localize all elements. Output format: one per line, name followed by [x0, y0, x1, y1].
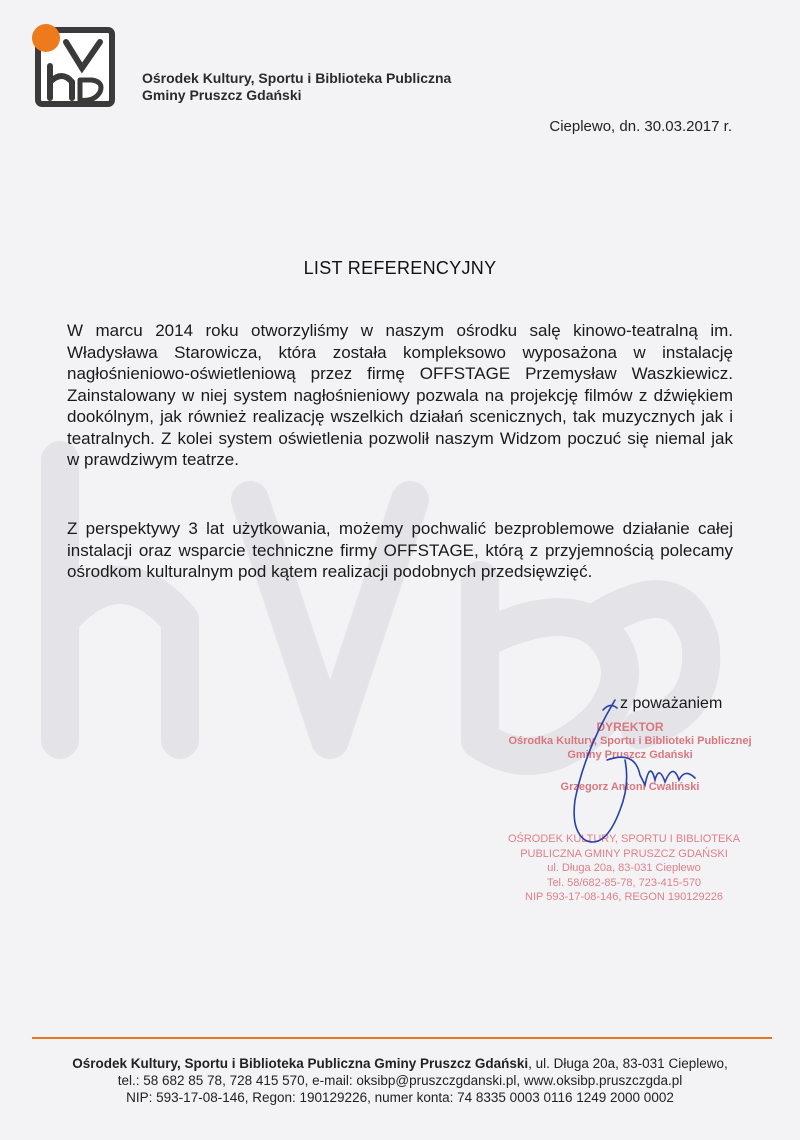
- footer-address: , ul. Długa 20a, 83-031 Cieplewo,: [528, 1056, 728, 1071]
- handwritten-signature: [545, 690, 725, 860]
- organization-logo: [30, 22, 116, 108]
- body-paragraph-1: W marcu 2014 roku otworzyliśmy w naszym ośrodku salę kinowo-teatralną im. Władysława Starowicza, która została kompleksowo wyposażona w instalację nagłośnieniowo-oświetleniową przez firmę OFFSTAGE Przemysław Waszkiewicz. Zainstalowany w niej system nagłośnieniowy pozwala na projekcję filmów z dźwiękiem dookólnym, jak również realizację wszelkich działań scenicznych, tak muzycznych jak i teatralnych. Z kolei system oświetlenia pozwolił naszym Widzom poczuć się niemal jak w prawdziwym teatrze.: [67, 321, 733, 469]
- footer-org-name: Ośrodek Kultury, Sportu i Biblioteka Publiczna Gminy Pruszcz Gdański: [72, 1056, 529, 1071]
- stamp-director-line3: Gminy Pruszcz Gdański: [567, 749, 693, 761]
- stamp-org-line5: NIP 593-17-08-146, REGON 190129226: [525, 891, 723, 903]
- header-organization: [142, 70, 451, 104]
- footer-divider: [32, 1037, 772, 1039]
- letter-title: LIST REFERENCYJNY: [303, 258, 497, 278]
- stamp-org-line4: Tel. 58/682-85-78, 723-415-570: [546, 876, 702, 889]
- footer-line1: [0, 1055, 800, 1072]
- stamp-org-line3: ul. Długa 20a, 83-031 Cieplewo: [547, 862, 701, 874]
- stamp-org-line2: PUBLICZNA GMINY PRUSZCZ GDAŃSKI: [520, 847, 728, 860]
- stamp-director-line2: Ośrodka Kultury, Sportu i Biblioteki Publicznej: [508, 735, 752, 747]
- footer-line3: NIP: 593-17-08-146, Regon: 190129226, numer konta: 74 8335 0003 0116 1249 2000 0002: [126, 1090, 674, 1105]
- footer: [0, 1055, 800, 1106]
- body-paragraph-2: Z perspektywy 3 lat użytkowania, możemy pochwalić bezproblemowe działanie całej instalacji oraz wsparcie techniczne firmy OFFSTAGE, którą z przyjemnością polecamy ośrodkom kulturalnym pod kątem realizacji podobnych przedsięwzięć.: [67, 519, 733, 581]
- header-org-line2: Gminy Pruszcz Gdański: [142, 87, 302, 103]
- stamp-director-title: DYREKTOR: [596, 720, 664, 734]
- header-org-line1: Ośrodek Kultury, Sportu i Biblioteka Publiczna: [142, 70, 452, 86]
- stamp-director-name: Grzegorz Antoni Cwaliński: [560, 781, 700, 793]
- footer-line2: tel.: 58 682 85 78, 728 415 570, e-mail: oksibp@pruszczgdanski.pl, www.oksibp.pruszczgda.pl: [117, 1073, 683, 1088]
- closing-phrase: z poważaniem: [620, 695, 723, 712]
- date-line: Cieplewo, dn. 30.03.2017 r.: [549, 118, 732, 135]
- stamp-org-line1: OŚRODEK KULTURY, SPORTU I BIBLIOTEKA: [507, 833, 741, 845]
